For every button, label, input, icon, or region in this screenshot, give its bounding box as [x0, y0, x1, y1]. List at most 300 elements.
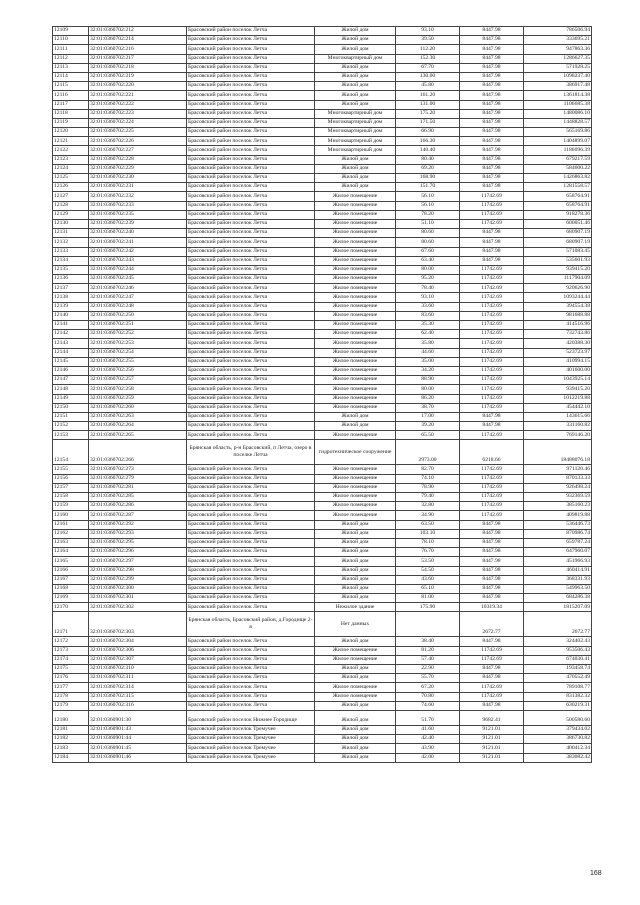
- area-cell: 17.00: [396, 412, 460, 421]
- object-type-cell: Жилое помещение: [315, 247, 396, 256]
- cadastral-number-cell: 32:01:0360901:44: [89, 735, 187, 744]
- cadastral-value-cell: 658764.91: [524, 201, 592, 210]
- specific-value-cell: 8447.98: [460, 155, 524, 164]
- object-type-cell: Нет данных: [315, 612, 396, 637]
- specific-value-cell: 8447.98: [460, 701, 524, 710]
- table-row: [53, 557, 592, 566]
- cadastral-value-cell: 460414.91: [524, 566, 592, 575]
- area-cell: 35.80: [396, 339, 460, 348]
- row-number-cell: 12115: [53, 82, 89, 91]
- object-type-cell: Жилое помещение: [315, 683, 396, 692]
- area-cell: 51.70: [396, 710, 460, 725]
- cadastral-value-cell: 368331.93: [524, 575, 592, 584]
- cadastral-value-cell: 732743.86: [524, 330, 592, 339]
- specific-value-cell: 2672.77: [460, 612, 524, 637]
- specific-value-cell: 11742.69: [460, 210, 524, 219]
- table-row: [53, 36, 592, 45]
- cadastral-value-table: [52, 26, 592, 763]
- row-number-cell: 12171: [53, 612, 89, 637]
- table-row: [53, 502, 592, 511]
- table-row: [53, 376, 592, 385]
- area-cell: 80.40: [396, 155, 460, 164]
- address-cell: Брасовский район поселок Летча: [187, 155, 315, 164]
- table-row: [53, 146, 592, 155]
- address-cell: Брасовский район поселок Нижнее Городище: [187, 710, 315, 725]
- cadastral-number-cell: 32:01:0360702:246: [89, 284, 187, 293]
- row-number-cell: 12179: [53, 701, 89, 710]
- address-cell: Брянская область, р-н Брасовский, п Летча, озеро в поселке Летча: [187, 440, 315, 465]
- address-cell: Брасовский район поселок Летча: [187, 692, 315, 701]
- cadastral-value-cell: 981688.88: [524, 311, 592, 320]
- cadastral-value-cell: 193458.74: [524, 665, 592, 674]
- address-cell: Брасовский район поселок Летча: [187, 302, 315, 311]
- object-type-cell: Жилой дом: [315, 91, 396, 100]
- table-row: [53, 735, 592, 744]
- row-number-cell: 12117: [53, 100, 89, 109]
- cadastral-number-cell: 32:01:0360702:220: [89, 82, 187, 91]
- address-cell: Брасовский район поселок Летча: [187, 465, 315, 474]
- table-row: [53, 701, 592, 710]
- specific-value-cell: 8447.98: [460, 594, 524, 603]
- object-type-cell: Жилой дом: [315, 183, 396, 192]
- table-row: [53, 339, 592, 348]
- row-number-cell: 12177: [53, 683, 89, 692]
- row-number-cell: 12181: [53, 725, 89, 734]
- object-type-cell: Многоквартирный дом: [315, 137, 396, 146]
- specific-value-cell: 10319.34: [460, 603, 524, 612]
- specific-value-cell: 11742.69: [460, 192, 524, 201]
- area-cell: 53.50: [396, 557, 460, 566]
- object-type-cell: Жилой дом: [315, 538, 396, 547]
- table-row: [53, 665, 592, 674]
- table-row: [53, 219, 592, 228]
- object-type-cell: Жилой дом: [315, 744, 396, 753]
- specific-value-cell: 6218.66: [460, 440, 524, 465]
- cadastral-number-cell: 32:01:0360702:258: [89, 385, 187, 394]
- row-number-cell: 12184: [53, 753, 89, 762]
- specific-value-cell: 11742.69: [460, 655, 524, 664]
- table-row: [53, 493, 592, 502]
- address-cell: Брасовский район поселок Летча: [187, 493, 315, 502]
- specific-value-cell: 8447.98: [460, 229, 524, 238]
- specific-value-cell: 8447.98: [460, 100, 524, 109]
- object-type-cell: Жилое помещение: [315, 238, 396, 247]
- area-cell: 63.40: [396, 256, 460, 265]
- object-type-cell: Жилой дом: [315, 548, 396, 557]
- cadastral-value-cell: 647960.07: [524, 548, 592, 557]
- address-cell: Брасовский район поселок Летча: [187, 72, 315, 81]
- address-cell: Брасовский район поселок Летча: [187, 311, 315, 320]
- row-number-cell: 12125: [53, 174, 89, 183]
- cadastral-number-cell: 32:01:0360702:240: [89, 229, 187, 238]
- specific-value-cell: 11742.69: [460, 265, 524, 274]
- cadastral-number-cell: 32:01:0360702:315: [89, 692, 187, 701]
- cadastral-number-cell: 32:01:0360702:214: [89, 36, 187, 45]
- specific-value-cell: 8447.98: [460, 54, 524, 63]
- address-cell: Брасовский район поселок Летча: [187, 474, 315, 483]
- cadastral-number-cell: 32:01:0360702:304: [89, 637, 187, 646]
- object-type-cell: Жилое помещение: [315, 256, 396, 265]
- cadastral-number-cell: 32:01:0360702:239: [89, 219, 187, 228]
- row-number-cell: 12153: [53, 431, 89, 440]
- specific-value-cell: 8447.98: [460, 72, 524, 81]
- specific-value-cell: 8447.98: [460, 674, 524, 683]
- row-number-cell: 12156: [53, 474, 89, 483]
- cadastral-value-cell: 549963.50: [524, 584, 592, 593]
- area-cell: 152.30: [396, 54, 460, 63]
- cadastral-value-cell: 565169.86: [524, 128, 592, 137]
- area-cell: 42.00: [396, 753, 460, 762]
- row-number-cell: 12167: [53, 575, 89, 584]
- cadastral-value-cell: 470552.49: [524, 674, 592, 683]
- area-cell: 56.10: [396, 201, 460, 210]
- object-type-cell: Жилой дом: [315, 72, 396, 81]
- row-number-cell: 12122: [53, 146, 89, 155]
- table-row: [53, 692, 592, 701]
- cadastral-number-cell: 32:01:0360702:228: [89, 155, 187, 164]
- area-cell: 70.80: [396, 692, 460, 701]
- specific-value-cell: 11742.69: [460, 483, 524, 492]
- area-cell: 81.20: [396, 646, 460, 655]
- specific-value-cell: 8447.98: [460, 174, 524, 183]
- row-number-cell: 12151: [53, 412, 89, 421]
- object-type-cell: Жилое помещение: [315, 330, 396, 339]
- cadastral-value-cell: 1281558.57: [524, 183, 592, 192]
- specific-value-cell: 8447.98: [460, 63, 524, 72]
- table-row: [53, 183, 592, 192]
- specific-value-cell: 8447.98: [460, 529, 524, 538]
- table-row: [53, 465, 592, 474]
- row-number-cell: 12120: [53, 128, 89, 137]
- object-type-cell: Жилой дом: [315, 637, 396, 646]
- cadastral-value-cell: 939415.20: [524, 265, 592, 274]
- row-number-cell: 12152: [53, 422, 89, 431]
- area-cell: 56.10: [396, 192, 460, 201]
- row-number-cell: 12141: [53, 321, 89, 330]
- specific-value-cell: 9121.01: [460, 725, 524, 734]
- object-type-cell: Жилое помещение: [315, 394, 396, 403]
- object-type-cell: Жилое помещение: [315, 302, 396, 311]
- specific-value-cell: 11742.69: [460, 511, 524, 520]
- specific-value-cell: 11742.69: [460, 330, 524, 339]
- area-cell: 175.20: [396, 109, 460, 118]
- row-number-cell: 12133: [53, 247, 89, 256]
- area-cell: 43.90: [396, 744, 460, 753]
- cadastral-number-cell: 32:01:0360702:224: [89, 118, 187, 127]
- area-cell: 45.80: [396, 82, 460, 91]
- cadastral-number-cell: 32:01:0360901:46: [89, 753, 187, 762]
- cadastral-value-cell: 786506.94: [524, 27, 592, 36]
- cadastral-value-cell: 659787.24: [524, 538, 592, 547]
- row-number-cell: 12112: [53, 54, 89, 63]
- row-number-cell: 12182: [53, 735, 89, 744]
- table-row: [53, 293, 592, 302]
- object-type-cell: Жилое помещение: [315, 210, 396, 219]
- object-type-cell: Жилое помещение: [315, 465, 396, 474]
- cadastral-value-cell: 684286.38: [524, 594, 592, 603]
- area-cell: 42.40: [396, 735, 460, 744]
- row-number-cell: 12162: [53, 529, 89, 538]
- area-cell: 131.00: [396, 100, 460, 109]
- address-cell: Брасовский район поселок Летча: [187, 511, 315, 520]
- cadastral-number-cell: 32:01:0360702:264: [89, 422, 187, 431]
- object-type-cell: Жилое помещение: [315, 511, 396, 520]
- cadastral-value-cell: 1117904.09: [524, 275, 592, 284]
- table-row: [53, 247, 592, 256]
- cadastral-number-cell: 32:01:0360702:286: [89, 502, 187, 511]
- cadastral-number-cell: 32:01:0360702:226: [89, 137, 187, 146]
- object-type-cell: Жилой дом: [315, 45, 396, 54]
- table-row: [53, 330, 592, 339]
- specific-value-cell: 8447.98: [460, 45, 524, 54]
- row-number-cell: 12180: [53, 710, 89, 725]
- table-row: [53, 155, 592, 164]
- area-cell: 80.00: [396, 385, 460, 394]
- address-cell: Брасовский район поселок Летча: [187, 385, 315, 394]
- cadastral-value-cell: 571083.45: [524, 247, 592, 256]
- table-row: [53, 385, 592, 394]
- address-cell: Брасовский район поселок Летча: [187, 82, 315, 91]
- object-type-cell: Жилой дом: [315, 674, 396, 683]
- address-cell: Брасовский район поселок Летча: [187, 63, 315, 72]
- row-number-cell: 12165: [53, 557, 89, 566]
- row-number-cell: 12159: [53, 502, 89, 511]
- cadastral-value-cell: 769146.20: [524, 431, 592, 440]
- row-number-cell: 12139: [53, 302, 89, 311]
- row-number-cell: 12114: [53, 72, 89, 81]
- cadastral-value-cell: 2672.77: [524, 612, 592, 637]
- object-type-cell: Жилое помещение: [315, 265, 396, 274]
- cadastral-value-cell: 386917.48: [524, 82, 592, 91]
- cadastral-number-cell: 32:01:0360702:235: [89, 210, 187, 219]
- cadastral-value-cell: 409819.88: [524, 511, 592, 520]
- table-row: [53, 483, 592, 492]
- row-number-cell: 12158: [53, 493, 89, 502]
- specific-value-cell: 8447.98: [460, 548, 524, 557]
- address-cell: Брасовский район поселок Летча: [187, 54, 315, 63]
- cadastral-value-cell: 386730.82: [524, 735, 592, 744]
- object-type-cell: Жилое помещение: [315, 646, 396, 655]
- cadastral-number-cell: 32:01:0360702:229: [89, 164, 187, 173]
- address-cell: Брасовский район поселок Летча: [187, 566, 315, 575]
- cadastral-number-cell: 32:01:0360702:259: [89, 394, 187, 403]
- specific-value-cell: 11742.69: [460, 321, 524, 330]
- area-cell: 62.40: [396, 330, 460, 339]
- address-cell: Брасовский район поселок Летча: [187, 183, 315, 192]
- object-type-cell: Жилое помещение: [315, 219, 396, 228]
- object-type-cell: Жилой дом: [315, 174, 396, 183]
- cadastral-value-cell: 658764.91: [524, 192, 592, 201]
- area-cell: 55.70: [396, 674, 460, 683]
- object-type-cell: Жилое помещение: [315, 339, 396, 348]
- address-cell: Брасовский район поселок Летча: [187, 293, 315, 302]
- cadastral-number-cell: 32:01:0360702:256: [89, 366, 187, 375]
- object-type-cell: Жилой дом: [315, 422, 396, 431]
- row-number-cell: 12150: [53, 403, 89, 412]
- row-number-cell: 12173: [53, 646, 89, 655]
- specific-value-cell: 11742.69: [460, 493, 524, 502]
- address-cell: Брасовский район поселок Тремучее: [187, 725, 315, 734]
- table-row: [53, 440, 592, 465]
- address-cell: Брасовский район поселок Летча: [187, 109, 315, 118]
- cadastral-value-cell: 143615.66: [524, 412, 592, 421]
- row-number-cell: 12164: [53, 548, 89, 557]
- area-cell: 33.60: [396, 302, 460, 311]
- cadastral-number-cell: 32:01:0360702:311: [89, 674, 187, 683]
- specific-value-cell: 11742.69: [460, 219, 524, 228]
- area-cell: 175.90: [396, 603, 460, 612]
- cadastral-number-cell: 32:01:0360702:248: [89, 302, 187, 311]
- area-cell: 112.20: [396, 45, 460, 54]
- cadastral-number-cell: 32:01:0360702:223: [89, 109, 187, 118]
- row-number-cell: 12130: [53, 219, 89, 228]
- object-type-cell: Жилой дом: [315, 36, 396, 45]
- specific-value-cell: 8447.98: [460, 238, 524, 247]
- address-cell: Брасовский район поселок Летча: [187, 275, 315, 284]
- table-row: [53, 238, 592, 247]
- address-cell: Брасовский район поселок Летча: [187, 594, 315, 603]
- area-cell: 67.60: [396, 247, 460, 256]
- address-cell: Брасовский район поселок Летча: [187, 174, 315, 183]
- cadastral-value-cell: 680907.19: [524, 229, 592, 238]
- specific-value-cell: 11742.69: [460, 646, 524, 655]
- area-cell: 51.10: [396, 219, 460, 228]
- object-type-cell: Жилой дом: [315, 566, 396, 575]
- cadastral-value-cell: 410994.15: [524, 357, 592, 366]
- specific-value-cell: 9121.01: [460, 735, 524, 744]
- area-cell: 81.00: [396, 594, 460, 603]
- cadastral-value-cell: 1286627.35: [524, 54, 592, 63]
- specific-value-cell: 8447.98: [460, 164, 524, 173]
- object-type-cell: Жилой дом: [315, 701, 396, 710]
- cadastral-value-cell: 584600.22: [524, 164, 592, 173]
- row-number-cell: 12126: [53, 183, 89, 192]
- row-number-cell: 12178: [53, 692, 89, 701]
- cadastral-number-cell: 32:01:0360702:303: [89, 612, 187, 637]
- cadastral-number-cell: 32:01:0360702:219: [89, 72, 187, 81]
- object-type-cell: Жилое помещение: [315, 321, 396, 330]
- row-number-cell: 12119: [53, 118, 89, 127]
- specific-value-cell: 9121.01: [460, 753, 524, 762]
- object-type-cell: Жилое помещение: [315, 201, 396, 210]
- address-cell: Брасовский район поселок Летча: [187, 557, 315, 566]
- object-type-cell: Жилой дом: [315, 82, 396, 91]
- address-cell: Брасовский район поселок Летча: [187, 192, 315, 201]
- cadastral-value-cell: 789108.77: [524, 683, 592, 692]
- specific-value-cell: 8447.98: [460, 36, 524, 45]
- table-row: [53, 275, 592, 284]
- address-cell: Брасовский район поселок Летча: [187, 603, 315, 612]
- specific-value-cell: 11742.69: [460, 366, 524, 375]
- row-number-cell: 12137: [53, 284, 89, 293]
- row-number-cell: 12168: [53, 584, 89, 593]
- table-row: [53, 529, 592, 538]
- area-cell: 93.10: [396, 293, 460, 302]
- row-number-cell: 12143: [53, 339, 89, 348]
- cadastral-value-cell: 932369.59: [524, 493, 592, 502]
- cadastral-number-cell: 32:01:0360702:250: [89, 311, 187, 320]
- cadastral-number-cell: 32:01:0360702:285: [89, 493, 187, 502]
- specific-value-cell: 9682.41: [460, 710, 524, 725]
- address-cell: Брасовский район поселок Летча: [187, 357, 315, 366]
- address-cell: Брасовский район поселок Летча: [187, 502, 315, 511]
- specific-value-cell: 11742.69: [460, 275, 524, 284]
- row-number-cell: 12163: [53, 538, 89, 547]
- row-number-cell: 12174: [53, 655, 89, 664]
- object-type-cell: Жилое помещение: [315, 502, 396, 511]
- cadastral-number-cell: 32:01:0360702:266: [89, 440, 187, 465]
- area-cell: 67.70: [396, 63, 460, 72]
- row-number-cell: 12131: [53, 229, 89, 238]
- specific-value-cell: 8447.98: [460, 256, 524, 265]
- row-number-cell: 12155: [53, 465, 89, 474]
- cadastral-number-cell: 32:01:0360702:253: [89, 339, 187, 348]
- table-row: [53, 72, 592, 81]
- row-number-cell: 12166: [53, 566, 89, 575]
- specific-value-cell: 8447.98: [460, 557, 524, 566]
- cadastral-number-cell: 32:01:0360702:243: [89, 256, 187, 265]
- address-cell: Брасовский район поселок Летча: [187, 483, 315, 492]
- object-type-cell: Многоквартирный дом: [315, 118, 396, 127]
- address-cell: Брасовский район поселок Летча: [187, 45, 315, 54]
- object-type-cell: Жилой дом: [315, 557, 396, 566]
- cadastral-value-cell: 535601.93: [524, 256, 592, 265]
- cadastral-number-cell: 32:01:0360901:30: [89, 710, 187, 725]
- specific-value-cell: 8447.98: [460, 183, 524, 192]
- object-type-cell: Жилой дом: [315, 412, 396, 421]
- cadastral-value-cell: 870986.74: [524, 529, 592, 538]
- area-cell: 32.80: [396, 502, 460, 511]
- address-cell: Брасовский район поселок Летча: [187, 100, 315, 109]
- table-row: [53, 575, 592, 584]
- row-number-cell: 12134: [53, 256, 89, 265]
- address-cell: Брасовский район поселок Летча: [187, 284, 315, 293]
- specific-value-cell: 8447.98: [460, 412, 524, 421]
- specific-value-cell: 8447.98: [460, 637, 524, 646]
- address-cell: Брасовский район поселок Летча: [187, 27, 315, 36]
- object-type-cell: Жилое помещение: [315, 655, 396, 664]
- table-row: [53, 725, 592, 734]
- area-cell: 34.20: [396, 366, 460, 375]
- specific-value-cell: 11742.69: [460, 465, 524, 474]
- cadastral-value-cell: 953506.43: [524, 646, 592, 655]
- cadastral-number-cell: 32:01:0360702:296: [89, 548, 187, 557]
- row-number-cell: 12148: [53, 385, 89, 394]
- table-row: [53, 265, 592, 274]
- specific-value-cell: 8447.98: [460, 584, 524, 593]
- area-cell: 35.30: [396, 321, 460, 330]
- object-type-cell: Жилое помещение: [315, 192, 396, 201]
- table-row: [53, 109, 592, 118]
- specific-value-cell: 11742.69: [460, 339, 524, 348]
- specific-value-cell: 8447.98: [460, 137, 524, 146]
- specific-value-cell: 8447.98: [460, 247, 524, 256]
- table-row: [53, 321, 592, 330]
- address-cell: Брасовский район поселок Летча: [187, 637, 315, 646]
- cadastral-value-cell: 918278.36: [524, 210, 592, 219]
- area-cell: 83.60: [396, 311, 460, 320]
- address-cell: Брасовский район поселок Летча: [187, 548, 315, 557]
- cadastral-number-cell: 32:01:0360702:231: [89, 183, 187, 192]
- table-row: [53, 357, 592, 366]
- cadastral-number-cell: 32:01:0360702:218: [89, 63, 187, 72]
- cadastral-number-cell: 32:01:0360702:300: [89, 584, 187, 593]
- area-cell: 22.90: [396, 665, 460, 674]
- row-number-cell: 12123: [53, 155, 89, 164]
- area-cell: [396, 612, 460, 637]
- specific-value-cell: 11742.69: [460, 474, 524, 483]
- table-row: [53, 520, 592, 529]
